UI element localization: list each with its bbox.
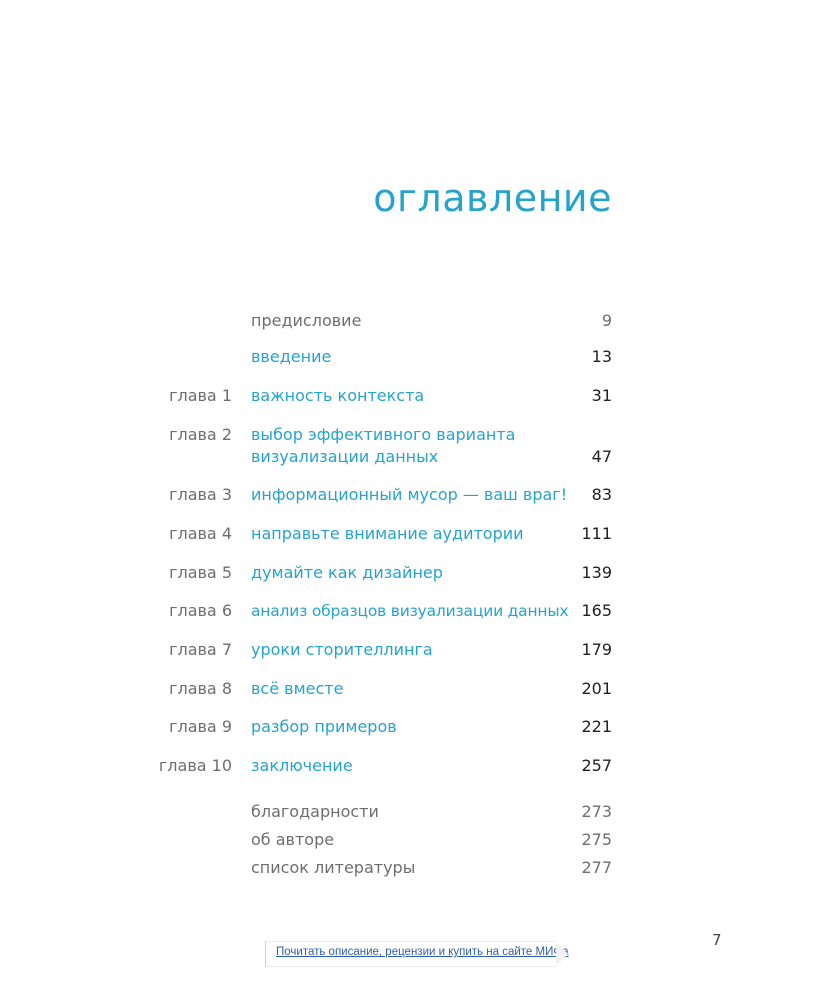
toc-entry-title: предисловие — [251, 311, 362, 330]
toc-entry-title: анализ образцов визуализации данных — [251, 602, 569, 620]
toc-entry-page: 165 — [581, 601, 612, 620]
toc-entry-page: 277 — [581, 858, 612, 877]
toc-entry-page: 221 — [581, 717, 612, 736]
toc-chapter-label: глава 7 — [169, 640, 232, 659]
toc-entry-title: важность контекста — [251, 386, 425, 405]
toc-chapter-label: глава 8 — [169, 679, 232, 698]
toc-entry-page: 83 — [591, 485, 612, 504]
toc-chapter-label: глава 9 — [169, 717, 232, 736]
toc-entry-page: 9 — [601, 311, 612, 330]
toc-entry-title: направьте внимание аудитории — [251, 524, 524, 543]
page-number: 7 — [712, 931, 722, 949]
toc-entry-title: информационный мусор — ваш враг! — [251, 485, 568, 504]
toc-chapter-label: глава 1 — [169, 386, 232, 405]
toc-entry-title: список литературы — [251, 858, 416, 877]
toc-entry-title: благодарности — [251, 802, 379, 821]
toc-chapter-label: глава 6 — [169, 601, 232, 620]
toc-entry-page: 47 — [591, 447, 612, 466]
toc-entry-title: думайте как дизайнер — [251, 563, 443, 582]
toc-chapter-label: глава 3 — [169, 485, 232, 504]
toc-entry-page: 275 — [581, 830, 612, 849]
toc-entry-page: 13 — [591, 347, 612, 366]
toc-entry-page: 139 — [581, 563, 612, 582]
toc-entry-page: 31 — [591, 386, 612, 405]
toc-entry-page: 179 — [581, 640, 612, 659]
toc-entry-page: 111 — [581, 524, 612, 543]
miff-store-link-text[interactable]: Почитать описание, рецензии и купить на сайте МИФа — [276, 946, 569, 958]
toc-chapter-label: глава 2 — [169, 425, 232, 444]
toc-entry-title: об авторе — [251, 830, 335, 849]
toc-entry-title: введение — [251, 347, 332, 366]
toc-entry-title-line1: выбор эффективного варианта — [251, 425, 516, 444]
toc-entry-title: всё вместе — [251, 679, 344, 698]
toc-chapter-label: глава 4 — [169, 524, 232, 543]
page-title: оглавление — [373, 176, 612, 220]
toc-entry-page: 257 — [581, 756, 612, 775]
toc-entry-page: 201 — [581, 679, 612, 698]
toc-chapter-label: глава 5 — [169, 563, 232, 582]
miff-store-link[interactable] — [265, 941, 569, 967]
toc-entry-title: разбор примеров — [251, 717, 397, 736]
toc-entry-title: уроки сторителлинга — [251, 640, 433, 659]
toc-entry-title-line2: визуализации данных — [251, 447, 439, 466]
toc-entry-title: заключение — [251, 756, 353, 775]
toc-entry-page: 273 — [581, 802, 612, 821]
toc-chapter-label: глава 10 — [158, 756, 232, 775]
